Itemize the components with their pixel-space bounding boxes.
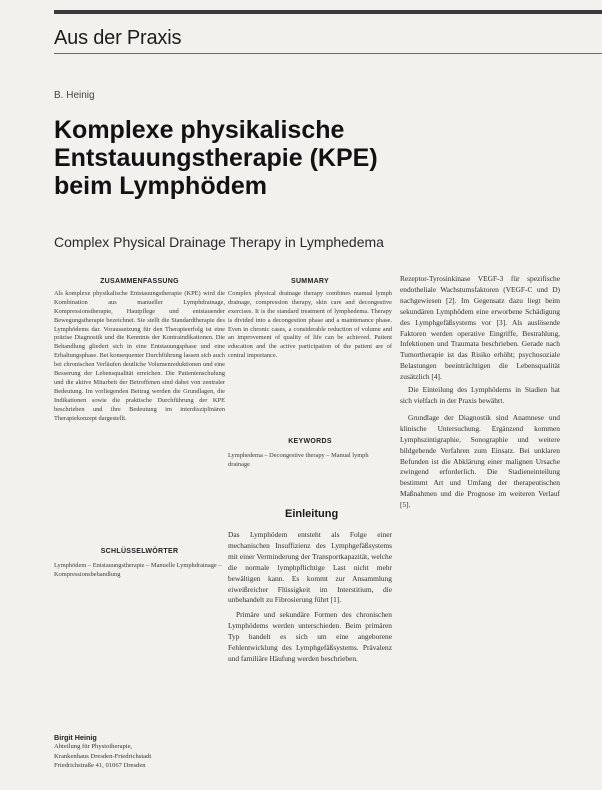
article-subtitle: Complex Physical Drainage Therapy in Lymphedema [54,234,384,250]
keywords-text: Lymphedema – Decongestive therapy – Manual lymph drainage [228,451,369,468]
section-heading: Aus der Praxis [54,27,182,49]
intro-paragraph: Das Lymphödem entsteht als Folge einer mechanischen Insuffizienz des Lymphgefäßsystems mit einer Verminderung der Transportkapazität, welche die normale lymphpflichtige Last nicht mehr bewältigen kann. Es kommt zur Ansammlung eiweißreicher Flüssigkeit im Interstitium, die unbehandelt zu Fibrosierung führt [1]. [228,530,392,605]
right-column [400,274,560,511]
keywords-heading: KEYWORDS [288,438,332,445]
zusammenfassung-text: Als komplexe physikalische Entstauungstherapie (KPE) wird die Kombination aus manueller Lymphdrainage, Kompressionstherapie, Hautpflege und entstauender Bewegungstherapie bezeichnet. Sie stellt die Standardtherapie des Lymphödems dar. Voraussetzung für den Therapieerfolg ist eine präzise Diagnostik und die Kenntnis der Kontraindikationen. Die Behandlung gliedert sich in eine Entstauungsphase und eine Erhaltungsphase. Bei konsequenter Durchführung lassen sich auch bei chronischen Verläufen deutliche Volumenreduktionen und eine Besserung der Lebensqualität erreichen. Die Patientenschulung und die aktive Mitarbeit der Betroffenen sind dabei von zentraler Bedeutung. Im vorliegenden Beitrag werden die Grundlagen, die Indikationen sowie die praktische Durchführung der KPE beschrieben und ihre Bedeutung im interdisziplinären Therapiekonzept dargestellt. [54,289,225,422]
zusammenfassung-heading: ZUSAMMENFASSUNG [100,278,179,285]
schluesselwoerter-heading: SCHLÜSSELWÖRTER [100,548,179,555]
schluesselwoerter-block [54,548,225,580]
zusammenfassung-block [54,278,225,424]
summary-text: Complex physical drainage therapy combines manual lymph drainage, compression therapy, skin care and decongestive exercises. It is the standard treatment of lymphedema. Therapy is divided into a decongestion phase and a maintenance phase. Even in chronic cases, a considerable reduction of volume and an improvement of quality of life can be achieved. Patient education and the active participation of the patient are of central importance. [228,289,392,360]
keywords-block [228,438,392,470]
author-name: Birgit Heinig [54,733,97,742]
author-affiliation [54,733,224,771]
einleitung-heading: Einleitung [285,508,339,520]
schluesselwoerter-text: Lymphödem – Entstauungstherapie – Manuelle Lymphdrainage – Kompressionsbehandlung [54,561,222,578]
title-line: Komplexe physikalische [54,116,345,144]
summary-block [228,278,392,361]
affiliation-line: Friedrichstraße 41, 01067 Dresden [54,762,146,770]
title-line: Entstauungstherapie (KPE) [54,144,378,172]
right-paragraph: Grundlage der Diagnostik sind Anamnese und klinische Untersuchung. Ergänzend kommen Lymphszintigraphie, Sonographie und weitere bildgebende Verfahren zum Einsatz. Bei unklaren Befunden ist die Abklärung einer malignen Ursache zwingend erforderlich. Die Stadieneinteilung bestimmt Art und Umfang der therapeutischen Maßnahmen und die Prognose im weiteren Verlauf [5]. [400,412,560,510]
summary-heading: SUMMARY [290,278,329,285]
article-title [54,116,484,200]
affiliation-line: Krankenhaus Dresden-Friedrichstadt [54,752,152,760]
author-line: B. Heinig [54,90,95,101]
affiliation-line: Abteilung für Physiotherapie, [54,743,133,751]
right-paragraph: Die Einteilung des Lymphödems in Stadien hat sich vielfach in der Praxis bewährt. [400,385,560,405]
section-rule [54,53,602,54]
right-paragraph: Rezeptor-Tyrosinkinase VEGF-3 für spezifische endotheliale Wachstumsfaktoren (VEGF-C und D) nachgewiesen [2]. Im Gegensatz dazu liegt beim sekundären Lymphödem eine erworbene Schädigung des Lymphgefäßsystems vor [3]. Als auslösende Faktoren werden operative Eingriffe, Bestrahlung, Infektionen und Traumata beschrieben. Gerade nach Tumortherapie ist das Risiko erhöht; psychosoziale Belastungen beeinträchtigen die Lebensqualität zusätzlich [4]. [400,274,560,382]
intro-paragraph: Primäre und sekundäre Formen des chronischen Lymphödems werden unterschieden. Beim primären Typ handelt es sich um eine angeborene Fehlentwicklung des Lymphgefäßsystems. Prävalenz und familiäre Häufung werden beschrieben. [228,610,392,663]
title-line: beim Lymphödem [54,172,267,200]
top-rule [54,10,602,14]
intro-column [228,530,392,665]
